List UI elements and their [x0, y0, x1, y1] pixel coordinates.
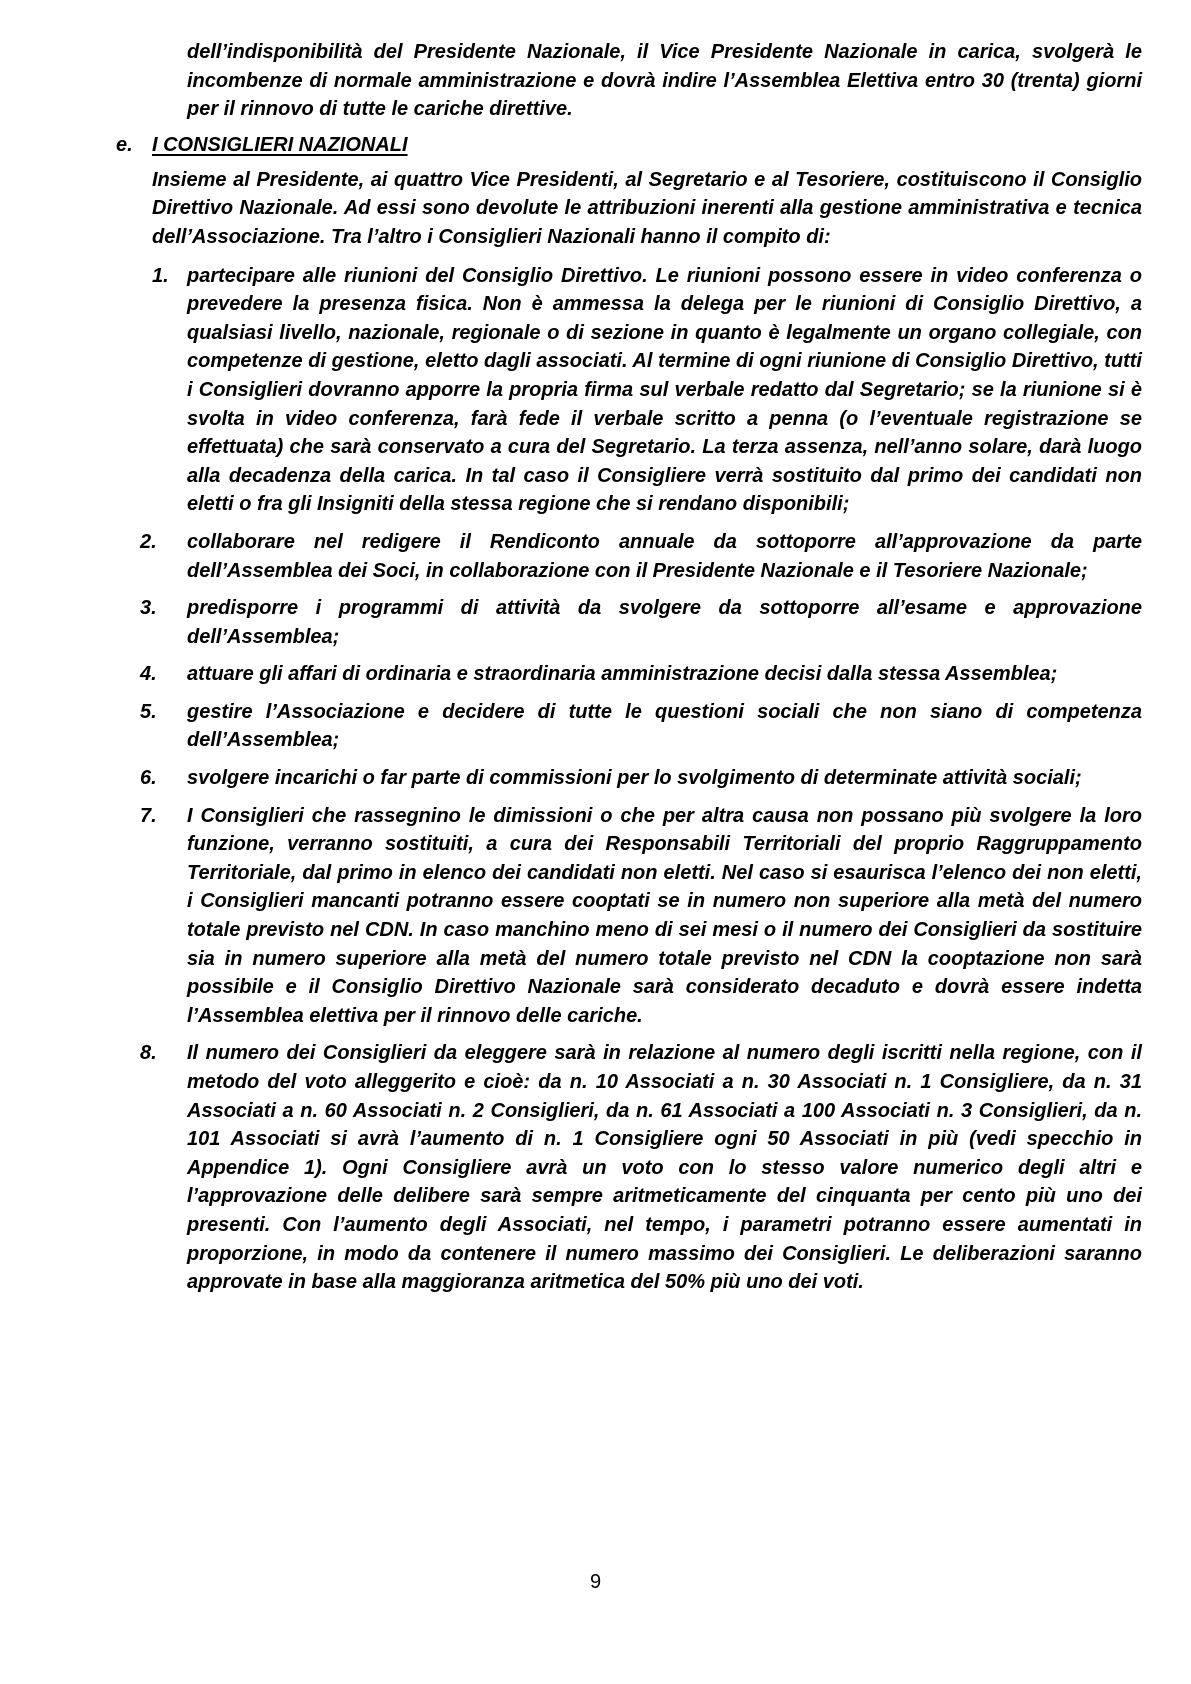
section-intro-paragraph: Insieme al Presidente, ai quattro Vice Presidenti, al Segretario e al Tesoriere, costituiscono il Consiglio Direttivo Nazionale. Ad essi sono devolute le attribuzioni inerenti alla gestione amministrativa e tecnica dell’Associazione. Tra l’altro i Consiglieri Nazionali hanno il compito di: — [152, 168, 1142, 248]
list-number: 5. — [140, 700, 157, 723]
list-item-text: Il numero dei Consiglieri da eleggere sarà in relazione al numero degli iscritti nella regione, con il metodo del voto alleggerito e cioè: da n. 10 Associati a n. 30 Associati n. 1 Consigliere, da n. 31 Associati a n. 60 Associati n. 2 Consiglieri, da n. 61 Associati a 100 Associati n. 3 Consiglieri, da n. 101 Associati si avrà l’aumento di n. 1 Consigliere ogni 50 Associati in più (vedi specchio in Appendice 1). Ogni Consigliere avrà un voto con lo stesso valore numerico degli altri e l’approvazione delle delibere sarà sempre aritmeticamente del cinquanta per cento più uno dei presenti. Con l’aumento degli Associati, nel tempo, i parametri potranno essere aumentati in proporzione, in modo da contenere il numero massimo dei Consiglieri. Le deliberazioni saranno approvate in base alla maggioranza aritmetica del 50% più uno dei voti. — [187, 1042, 1142, 1294]
list-item-text: svolgere incarichi o far parte di commissioni per lo svolgimento di determinate attività sociali; — [187, 767, 1082, 790]
list-number: 6. — [140, 767, 157, 790]
list-item-text: I Consiglieri che rassegnino le dimissioni o che per altra causa non possano più svolgere la loro funzione, verranno sostituiti, a cura dei Responsabili Territoriali del proprio Raggruppamento Territoriale, dal primo in elenco dei candidati non eletti. Nel caso si esaurisca l’elenco dei non eletti, i Consiglieri mancanti potranno essere cooptati se in numero non superiore alla metà del numero totale previsto nel CDN. In caso manchino meno di sei mesi o il numero dei Consiglieri da sostituire sia in numero superiore alla metà del numero totale previsto nel CDN la cooptazione non sarà possibile e il Consiglio Direttivo Nazionale sarà considerato decaduto e dovrà essere indetta l’Assemblea elettiva per il rinnovo delle cariche. — [187, 804, 1142, 1027]
list-item-2 — [116, 528, 1142, 585]
list-item-text: partecipare alle riunioni del Consiglio Direttivo. Le riunioni possono essere in video conferenza o prevedere la presenza fisica. Non è ammessa la delega per le riunioni di Consiglio Direttivo, a qualsiasi livello, nazionale, regionale o di sezione in quanto è legalmente un organo collegiale, con competenze di gestione, eletto dagli associati. Al termine di ogni riunione di Consiglio Direttivo, tutti i Consiglieri dovranno apporre la propria firma sul verbale redatto dal Segretario; se la riunione si è svolta in video conferenza, farà fede il verbale scritto a penna (o l’eventuale registrazione se effettuata) che sarà conservato a cura del Segretario. La terza assenza, nell’anno solare, darà luogo alla decadenza della carica. In tal caso il Consigliere verrà sostituito dal primo dei candidati non eletti o fra gli Insigniti della stessa regione che si rendano disponibili; — [187, 264, 1142, 516]
list-number: 8. — [140, 1042, 157, 1065]
section-letter: e. — [116, 133, 133, 156]
intro-paragraph: dell’indisponibilità del Presidente Nazionale, il Vice Presidente Nazionale in carica, svolgerà le incombenze di normale amministrazione e dovrà indire l’Assemblea Elettiva entro 30 (trenta) giorni per il rinnovo di tutte le cariche direttive. — [187, 41, 1142, 121]
list-number: 4. — [140, 663, 157, 686]
list-item-6 — [116, 764, 1142, 793]
list-item-3 — [116, 594, 1142, 651]
list-item-5 — [116, 698, 1142, 755]
page-number: 9 — [589, 1571, 602, 1593]
page-content — [116, 38, 1142, 1306]
list-item-text: gestire l’Associazione e decidere di tutte le questioni sociali che non siano di competenza dell’Assemblea; — [187, 700, 1142, 752]
list-number: 7. — [140, 804, 157, 827]
list-item-4 — [116, 660, 1142, 689]
list-item-1 — [116, 262, 1142, 519]
list-item-text: collaborare nel redigere il Rendiconto annuale da sottoporre all’approvazione da parte dell’Assemblea dei Soci, in collaborazione con il Presidente Nazionale e il Tesoriere Nazionale; — [187, 530, 1142, 582]
section-title: I CONSIGLIERI NAZIONALI — [152, 133, 408, 156]
list-item-text: attuare gli affari di ordinaria e straordinaria amministrazione decisi dalla stessa Assemblea; — [187, 663, 1058, 686]
section-heading — [116, 131, 1142, 160]
list-number: 2. — [140, 530, 157, 553]
duties-list — [116, 262, 1142, 1297]
list-item-7 — [116, 802, 1142, 1031]
list-item-8 — [116, 1039, 1142, 1296]
list-number: 3. — [140, 597, 157, 620]
list-number: 1. — [152, 264, 169, 287]
list-item-text: predisporre i programmi di attività da svolgere da sottoporre all’esame e approvazione dell’Assemblea; — [187, 597, 1142, 648]
